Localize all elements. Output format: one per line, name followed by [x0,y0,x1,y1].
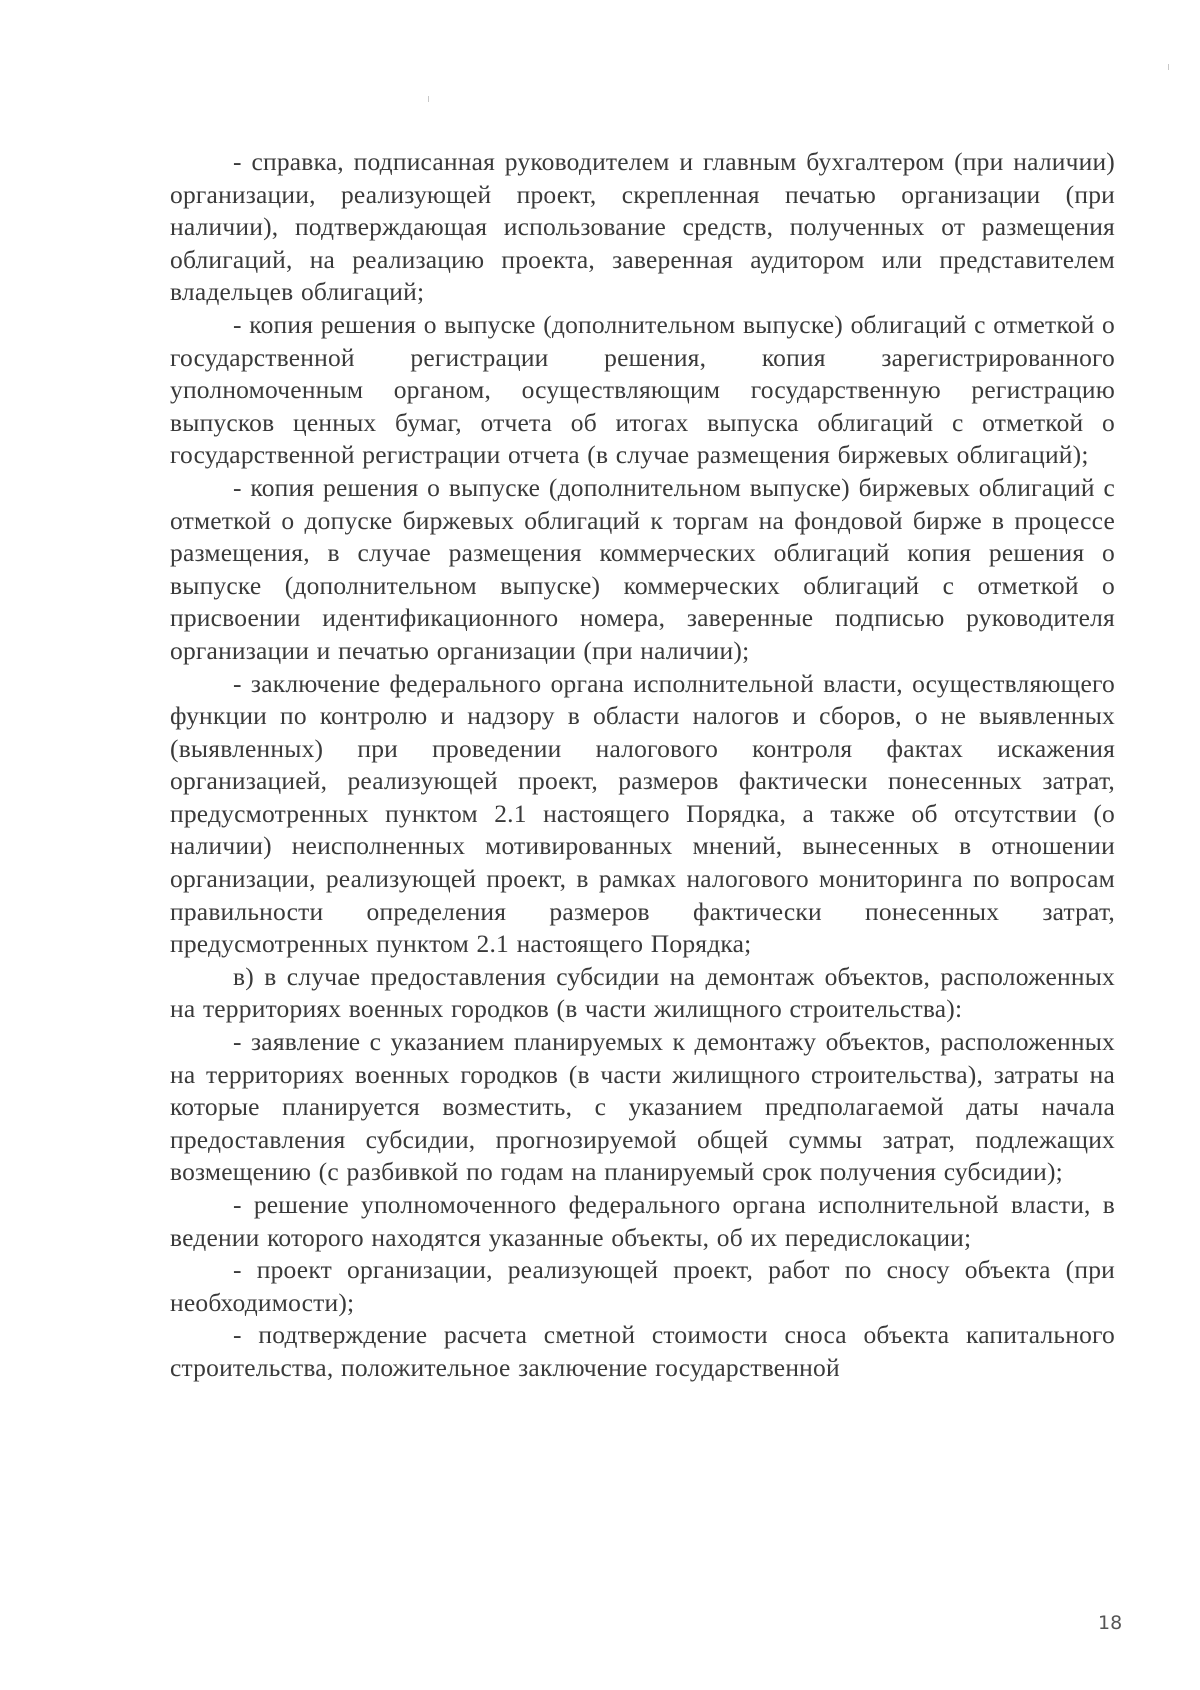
scan-speck [1168,64,1169,70]
page-number: 18 [1098,1612,1123,1634]
paragraph-relocation-decision: - решение уполномоченного федерального органа исполнительной власти, в ведении которого находятся указанные объекты, об их передислокации; [170,1190,1115,1252]
paragraph-cost-confirmation: - подтверждение расчета сметной стоимости сноса объекта капитального строительства, положительное заключение государственной [170,1320,1115,1382]
paragraph-application: - заявление с указанием планируемых к демонтажу объектов, расположенных на территориях военных городков (в части жилищного строительства), затраты на которые планируется возместить, с указанием предполагаемой даты начала предоставления субсидии, прогнозируемой общей суммы затрат, подлежащих возмещению (с разбивкой по годам на планируемый срок получения субсидии); [170,1027,1115,1187]
paragraph-subsidy-demolition: в) в случае предоставления субсидии на демонтаж объектов, расположенных на территориях военных городков (в части жилищного строительства): [170,961,1115,1024]
paragraph-demolition-project: - проект организации, реализующей проект, работ по сносу объекта (при необходимости); [170,1255,1115,1317]
document-body [170,146,1115,1385]
paragraph-certificate: - справка, подписанная руководителем и главным бухгалтером (при наличии) организации, реализующей проект, скрепленная печатью организации (при наличии), подтверждающая использование средств, полученных от размещения облигаций, на реализацию проекта, заверенная аудитором или представителем владельцев облигаций; [170,147,1115,307]
scan-speck [428,96,429,102]
paragraph-exchange-bond-decision-copy: - копия решения о выпуске (дополнительном выпуске) биржевых облигаций с отметкой о допуске биржевых облигаций к торгам на фондовой бирже в процессе размещения, в случае размещения коммерческих облигаций копия решения о выпуске (дополнительном выпуске) коммерческих облигаций с отметкой о присвоении идентификационного номера, заверенные подписью руководителя организации и печатью организации (при наличии); [170,472,1115,665]
paragraph-bond-decision-copy: - копия решения о выпуске (дополнительном выпуске) облигаций с отметкой о государственной регистрации решения, копия зарегистрированного уполномоченным органом, осуществляющим государственную регистрацию выпусков ценных бумаг, отчета об итогах выпуска облигаций с отметкой о государственной регистрации отчета (в случае размещения биржевых облигаций); [170,309,1115,470]
paragraph-tax-authority-conclusion: - заключение федерального органа исполнительной власти, осуществляющего функции по контролю и надзору в области налогов и сборов, о не выявленных (выявленных) при проведении налогового контроля фактах искажения организацией, реализующей проект, размеров фактически понесенных затрат, предусмотренных пунктом 2.1 настоящего Порядка, а также об отсутствии (о наличии) неисполненных мотивированных мнений, вынесенных в отношении организации, реализующей проект, в рамках налогового мониторинга по вопросам правильности определения размеров фактически понесенных затрат, предусмотренных пунктом 2.1 настоящего Порядка; [170,668,1115,959]
